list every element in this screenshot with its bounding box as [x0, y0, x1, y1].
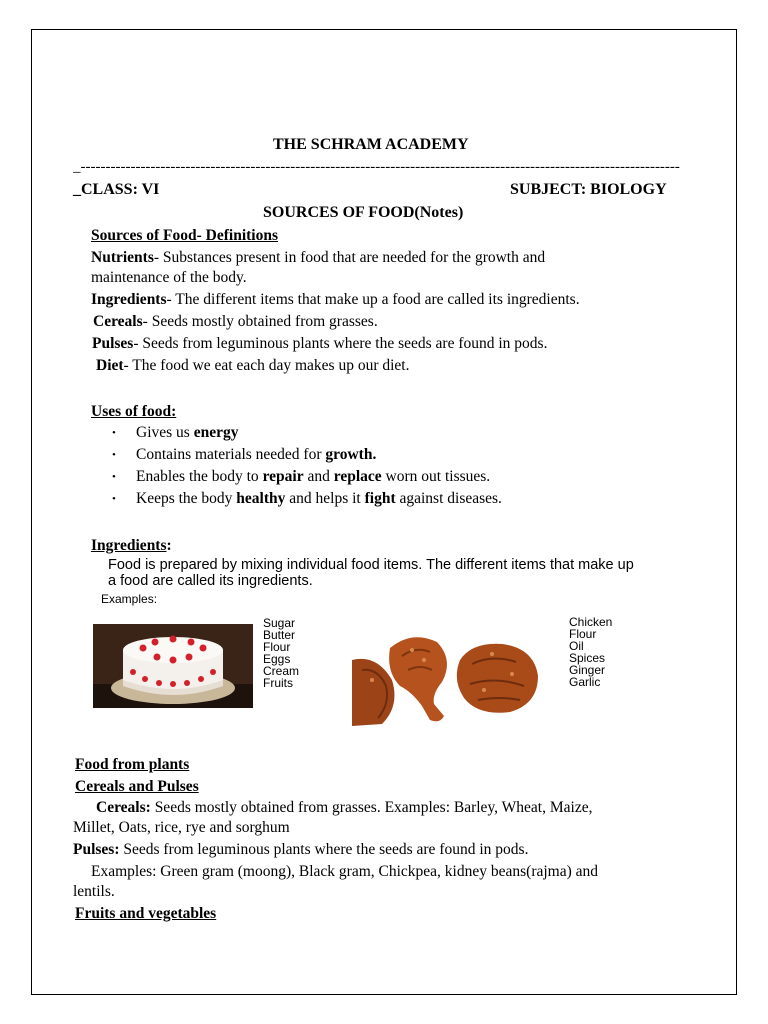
cereals-definition: [93, 312, 378, 332]
pulses-text: Seeds from leguminous plants where the seeds are found in pods.: [119, 841, 529, 858]
list-item: [112, 445, 502, 467]
use-bold: growth.: [325, 446, 377, 463]
list-item: Butter: [263, 628, 296, 642]
food-from-plants-heading: Food from plants: [75, 756, 190, 773]
list-item: [112, 423, 502, 445]
examples-label: Examples:: [101, 592, 158, 606]
nutrients-term: Nutrients: [91, 249, 154, 266]
list-item: Fruits: [263, 676, 293, 690]
cake-image: [93, 624, 253, 708]
nutrients-definition-cont: maintenance of the body.: [91, 269, 247, 286]
bullet-icon: •: [112, 449, 116, 461]
use-text: Keeps the body: [136, 490, 237, 507]
bullet-icon: •: [112, 427, 116, 439]
chicken-ingredients-list: [569, 616, 612, 688]
ingredients-colon: :: [166, 537, 172, 554]
dashed-divider: [73, 159, 690, 176]
cake-ingredients-list: [263, 617, 299, 689]
fried-chicken-image: [352, 620, 562, 728]
definitions-heading: Sources of Food- Definitions: [91, 227, 279, 244]
list-item: Flour: [263, 640, 291, 654]
fruits-vegetables-heading: Fruits and vegetables: [75, 905, 217, 922]
use-text: Enables the body to: [136, 468, 263, 485]
ingredients-definition: [91, 290, 580, 310]
pulses-term: Pulses: [92, 335, 134, 352]
ingredients-line1: Food is prepared by mixing individual food items. The different items that make up: [108, 557, 634, 573]
pulses-definition: [92, 334, 547, 354]
ingredients-text: - The different items that make up a food are called its ingredients.: [166, 291, 580, 308]
list-item: Chicken: [569, 615, 613, 629]
cereals-term: Cereals: [93, 313, 143, 330]
cereals-paragraph: [96, 798, 592, 818]
class-label: _CLASS: VI: [73, 181, 160, 198]
cereals-pulses-heading: Cereals and Pulses: [75, 778, 199, 795]
cereals-term: Cereals:: [96, 799, 151, 816]
uses-heading: Uses of food:: [91, 403, 177, 420]
dash-prefix: _: [73, 159, 81, 175]
list-item: Cream: [263, 664, 300, 678]
list-item: Spices: [569, 651, 606, 665]
list-item: Garlic: [569, 675, 601, 689]
diet-definition: [96, 356, 409, 376]
ingredients-heading-text: Ingredients: [91, 537, 167, 554]
list-item: Flour: [569, 627, 597, 641]
pulses-term: Pulses:: [73, 841, 120, 858]
subject-label: SUBJECT: BIOLOGY: [510, 181, 667, 198]
use-text: Gives us: [136, 424, 194, 441]
ingredients-line2: a food are called its ingredients.: [108, 573, 313, 589]
bullet-icon: •: [112, 471, 116, 483]
use-bold: replace: [333, 468, 382, 485]
use-bold: repair: [262, 468, 304, 485]
pulses-paragraph: [73, 840, 528, 860]
list-item: [112, 467, 502, 489]
use-text: and: [303, 468, 334, 485]
diet-term: Diet: [96, 357, 124, 374]
bullet-icon: •: [112, 493, 116, 505]
nutrients-text: - Substances present in food that are needed for the growth and: [153, 249, 546, 266]
dash-line: ------------------------------------------------------------------------------------------------------------------------: [80, 159, 680, 175]
diet-text: - The food we eat each day makes up our diet.: [123, 357, 410, 374]
pulses-examples-cont: lentils.: [73, 883, 115, 900]
list-item: Eggs: [263, 652, 291, 666]
list-item: Oil: [569, 639, 584, 653]
nutrients-definition: [91, 248, 545, 268]
school-name: THE SCHRAM ACADEMY: [273, 136, 469, 153]
use-text: worn out tissues.: [381, 468, 491, 485]
ingredients-term: Ingredients: [91, 291, 167, 308]
list-item: [112, 489, 502, 511]
uses-list: [112, 423, 502, 511]
document-title: SOURCES OF FOOD(Notes): [263, 204, 464, 221]
use-bold: energy: [193, 424, 239, 441]
pulses-examples: Examples: Green gram (moong), Black gram, Chickpea, kidney beans(rajma) and: [91, 863, 599, 880]
cereals-text: Seeds mostly obtained from grasses. Examples: Barley, Wheat, Maize,: [150, 799, 593, 816]
cereals-text: - Seeds mostly obtained from grasses.: [142, 313, 378, 330]
use-text: and helps it: [285, 490, 365, 507]
ingredients-heading: [91, 536, 172, 556]
cereals-paragraph-cont: Millet, Oats, rice, rye and sorghum: [73, 819, 290, 836]
pulses-text: - Seeds from leguminous plants where the seeds are found in pods.: [133, 335, 548, 352]
use-text: Contains materials needed for: [136, 446, 326, 463]
use-bold: fight: [364, 490, 396, 507]
list-item: Sugar: [263, 616, 296, 630]
use-text: against diseases.: [395, 490, 502, 507]
list-item: Ginger: [569, 663, 606, 677]
use-bold: healthy: [236, 490, 286, 507]
